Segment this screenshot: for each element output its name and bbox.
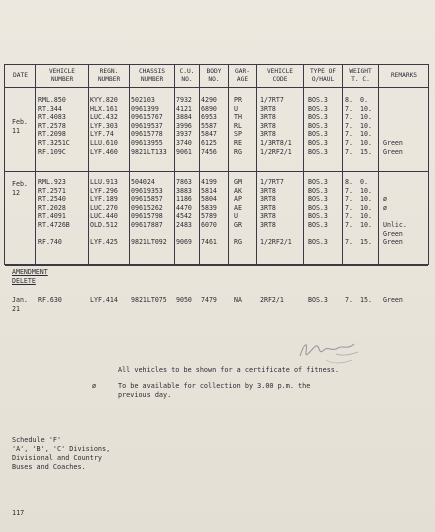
regn-number-cell: OLD.512 [90,221,118,229]
chassis-number-cell: 09615857 [131,195,163,204]
vehicle-number-cell: RT.2028 [38,203,66,212]
date-day: 12 [12,189,20,197]
vehicle-code-cell: 2RF2/1 [260,296,284,304]
collection-note-line2: previous day. [118,391,172,399]
weight-tons-cell: 7. [345,147,353,156]
header-line: REGN. [99,68,119,75]
remarks-cell: ø [383,203,387,212]
vehicle-number-cell: RT.3251C [38,139,70,147]
weight-tons-cell: 7. [345,212,353,221]
weight-tons-cell: 7. [345,203,353,212]
date-month: Feb. [12,180,28,188]
schedule-block [12,436,110,472]
regn-number-cell: LUC.270 [90,203,118,212]
collection-note-line1: To be available for collection by 3.00 p.m. the [118,382,311,390]
overhaul-type-cell: BOS.3 [308,212,328,221]
column-rule [88,65,89,264]
overhaul-type-cell: BOS.3 [308,221,328,229]
column-rule [303,65,304,264]
cu-number-cell: 3996 [176,121,192,130]
weight-tons-cell: 7. [345,121,353,130]
header-line: CODE [272,75,288,83]
cu-number-cell: 3883 [176,186,192,195]
vehicle-code-cell: 3RT8 [260,113,276,122]
vehicle-number-cell: RF.630 [38,296,62,304]
remarks-cell: ø [383,195,387,204]
header-line: AGE [236,75,249,83]
weight-tons-cell: 7. [345,104,353,113]
column-rule [129,65,130,264]
weight-cwt-cell: 10. [360,212,372,221]
schedule-line: Divisional and Country [12,454,103,462]
column-rule [174,65,175,264]
vehicle-code-cell: 3RT8 [260,186,276,195]
vehicle-table [4,64,429,265]
chassis-number-cell: 09615262 [131,203,163,212]
body-number-cell: 5587 [201,121,217,130]
remarks-cell: Green [383,229,403,238]
header-date: DATE [13,72,28,79]
remarks-cell: Green [383,238,403,247]
vehicle-code-cell: 1/7RT7 [260,96,284,104]
weight-cwt-cell: 15. [360,238,372,247]
garage-cell: PR [234,96,242,104]
regn-number-cell: LYF.303 [90,121,118,130]
weight-tons-cell: 7. [345,221,353,229]
group-date [12,180,28,198]
vehicle-code-cell: 1/2RF2/1 [260,147,292,156]
vehicle-number-cell: RF.109C [38,147,66,156]
chassis-number-cell: 09613955 [131,139,163,147]
overhaul-type-cell: BOS.3 [308,178,328,186]
header-line: GAR- [235,68,250,75]
weight-cwt-cell: 10. [360,130,372,139]
header-line: NO. [208,75,220,83]
regn-number-cell: LLU.913 [90,178,118,186]
weight-tons-cell: 7. [345,238,353,247]
garage-cell: AE [234,203,242,212]
weight-cwt-cell: 10. [360,186,372,195]
header-weight [343,68,378,83]
body-number-cell: 5814 [201,186,217,195]
cu-number-cell: 4121 [176,104,192,113]
page-number: 117 [12,509,25,517]
garage-cell: TH [234,113,242,122]
vehicle-code-cell: 3RT8 [260,195,276,204]
weight-cwt-cell: 15. [360,147,372,156]
amendment-date [12,296,28,314]
column-rule [342,65,343,264]
chassis-number-cell: 9821LT133 [131,147,167,156]
cu-number-cell: 3740 [176,139,192,147]
weight-cwt-cell: 10. [360,195,372,204]
garage-cell: NA [234,296,242,304]
regn-number-cell: LYF.74 [90,130,114,139]
chassis-number-cell: 09615778 [131,130,163,139]
overhaul-type-cell: BOS.3 [308,186,328,195]
cu-number-cell: 3884 [176,113,192,122]
overhaul-type-cell: BOS.3 [308,121,328,130]
body-number-cell: 5847 [201,130,217,139]
cu-number-cell: 3937 [176,130,192,139]
chassis-number-cell: 9821LT075 [131,296,167,304]
body-number-cell: 6070 [201,221,217,229]
weight-cwt-cell: 10. [360,221,372,229]
vehicle-code-cell: 3RT8 [260,104,276,113]
chassis-number-cell: 504024 [131,178,155,186]
group-rule [5,171,428,172]
garage-cell: RL [234,121,242,130]
remarks-cell: Green [383,139,403,147]
handwritten-signature [292,330,362,370]
cu-number-cell: 1186 [176,195,192,204]
body-number-cell: 5789 [201,212,217,221]
garage-cell: RE [234,139,242,147]
body-number-cell: 4290 [201,96,217,104]
weight-cwt-cell: 0. [360,96,368,104]
header-line: WEIGHT [349,68,372,75]
header-line: O/HAUL [311,75,335,83]
header-line: CHASSIS [138,68,166,75]
vehicle-code-cell: 3RT8 [260,221,276,229]
garage-cell: AP [234,195,242,204]
header-line: TYPE OF [309,68,337,75]
vehicle-code-cell: 1/7RT7 [260,178,284,186]
weight-cwt-cell: 15. [360,296,372,304]
schedule-line: Buses and Coaches. [12,463,86,471]
header-garage [229,68,256,83]
group-rule [5,265,428,266]
header-regn-number [89,68,129,83]
vehicle-number-cell: RML.850 [38,96,66,104]
header-line: C.U. [179,68,195,75]
weight-cwt-cell: 10. [360,203,372,212]
vehicle-number-cell: RT.4083 [38,113,66,122]
regn-number-cell: LUC.432 [90,113,118,122]
delete-label: DELETE [12,276,36,285]
garage-cell: RG [234,147,242,156]
column-rule [256,65,257,264]
body-number-cell: 6125 [201,139,217,147]
body-number-cell: 7479 [201,296,217,304]
cu-number-cell: 9061 [176,147,192,156]
vehicle-number-cell: RF.740 [38,238,62,247]
garage-cell: AK [234,186,242,195]
body-number-cell: 6890 [201,104,217,113]
weight-cwt-cell: 10. [360,121,372,130]
vehicle-number-cell: RT.2098 [38,130,66,139]
regn-number-cell: LYF.296 [90,186,118,195]
header-type-of-overhaul [304,68,342,83]
header-line: T. C. [351,75,370,83]
certificate-note: All vehicles to be shown for a certificate of fitness. [118,366,339,374]
schedule-line: Schedule 'F' [12,436,62,444]
header-vehicle-code [257,68,303,83]
chassis-number-cell: 09615767 [131,113,163,122]
vehicle-code-cell: 3RT8 [260,203,276,212]
regn-number-cell: LYF.189 [90,195,118,204]
weight-tons-cell: 7. [345,130,353,139]
weight-tons-cell: 7. [345,195,353,204]
cu-number-cell: 4542 [176,212,192,221]
vehicle-number-cell: RT.4726B [38,221,70,229]
vehicle-number-cell: RT.2571 [38,186,66,195]
body-number-cell: 4199 [201,178,217,186]
garage-cell: GM [234,178,242,186]
header-line: BODY [206,68,222,75]
header-line: NUMBER [97,75,121,83]
amendment-heading [12,268,48,285]
schedule-line: 'A', 'B', 'C' Divisions, [12,445,111,453]
overhaul-type-cell: BOS.3 [308,139,328,147]
remarks-cell: Green [383,296,403,304]
cu-number-cell: 9050 [176,296,192,304]
weight-cwt-cell: 10. [360,104,372,113]
body-number-cell: 5839 [201,203,217,212]
header-line: VEHICLE [48,68,76,75]
weight-cwt-cell: 0. [360,178,368,186]
date-month: Jan. [12,296,28,304]
header-cu-no [175,68,199,83]
overhaul-type-cell: BOS.3 [308,130,328,139]
regn-number-cell: KYY.820 [90,96,118,104]
body-number-cell: 5804 [201,195,217,204]
regn-number-cell: LYF.414 [90,296,118,304]
weight-tons-cell: 8. [345,178,353,186]
regn-number-cell: HLX.161 [90,104,118,113]
header-line: NUMBER [140,75,164,83]
garage-cell: GR [234,221,242,229]
collection-symbol: ø [92,382,97,390]
vehicle-code-cell: 3RT8 [260,121,276,130]
remarks-cell: Green [383,147,403,156]
chassis-number-cell: 502103 [131,96,155,104]
header-body-no [200,68,228,83]
overhaul-type-cell: BOS.3 [308,113,328,122]
column-rule [228,65,229,264]
cu-number-cell: 9069 [176,238,192,247]
vehicle-code-cell: 3RT8 [260,212,276,221]
weight-tons-cell: 7. [345,186,353,195]
vehicle-number-cell: RT.344 [38,104,62,113]
column-rule [378,65,379,264]
chassis-number-cell: 09619353 [131,186,163,195]
chassis-number-cell: 09615798 [131,212,163,221]
cu-number-cell: 2483 [176,221,192,229]
header-remarks: REMARKS [390,72,418,79]
body-number-cell: 7461 [201,238,217,247]
cu-number-cell: 4470 [176,203,192,212]
vehicle-number-cell: RT.2578 [38,121,66,130]
header-line: NUMBER [50,75,74,83]
cu-number-cell: 7863 [176,178,192,186]
regn-number-cell: LYF.425 [90,238,118,247]
date-month: Feb. [12,118,28,126]
chassis-number-cell: 9821LT092 [131,238,167,247]
chassis-number-cell: 0961399 [131,104,159,113]
regn-number-cell: LLU.610 [90,139,118,147]
body-number-cell: 7456 [201,147,217,156]
date-day: 11 [12,127,20,135]
header-line: VEHICLE [266,68,294,75]
group-date [12,118,28,136]
overhaul-type-cell: BOS.3 [308,147,328,156]
garage-cell: U [234,104,238,113]
weight-cwt-cell: 10. [360,113,372,122]
overhaul-type-cell: BOS.3 [308,104,328,113]
weight-tons-cell: 7. [345,139,353,147]
vehicle-number-cell: RML.923 [38,178,66,186]
body-number-cell: 6953 [201,113,217,122]
overhaul-type-cell: BOS.3 [308,195,328,204]
vehicle-code-cell: 3RT8 [260,130,276,139]
vehicle-number-cell: RT.4091 [38,212,66,221]
overhaul-type-cell: BOS.3 [308,203,328,212]
weight-tons-cell: 7. [345,113,353,122]
overhaul-type-cell: BOS.3 [308,296,328,304]
overhaul-type-cell: BOS.3 [308,238,328,247]
remarks-cell: Unlic. [383,221,407,229]
vehicle-code-cell: 1/3RT8/1 [260,139,292,147]
cu-number-cell: 7932 [176,96,192,104]
chassis-number-cell: 09617887 [131,221,163,229]
regn-number-cell: LYF.460 [90,147,118,156]
column-rule [199,65,200,264]
garage-cell: U [234,212,238,221]
header-rule [5,87,428,88]
vehicle-number-cell: RT.2540 [38,195,66,204]
overhaul-type-cell: BOS.3 [308,96,328,104]
regn-number-cell: LUC.440 [90,212,118,221]
header-line: NO. [181,75,193,83]
amendment-label: AMENDMENT [12,268,48,276]
weight-tons-cell: 8. [345,96,353,104]
vehicle-code-cell: 1/2RF2/1 [260,238,292,247]
weight-tons-cell: 7. [345,296,353,304]
header-vehicle-number [36,68,88,83]
chassis-number-cell: 09619537 [131,121,163,130]
garage-cell: SP [234,130,242,139]
garage-cell: RG [234,238,242,247]
column-rule [35,65,36,264]
header-chassis-number [130,68,174,83]
date-day: 21 [12,305,20,313]
weight-cwt-cell: 10. [360,139,372,147]
